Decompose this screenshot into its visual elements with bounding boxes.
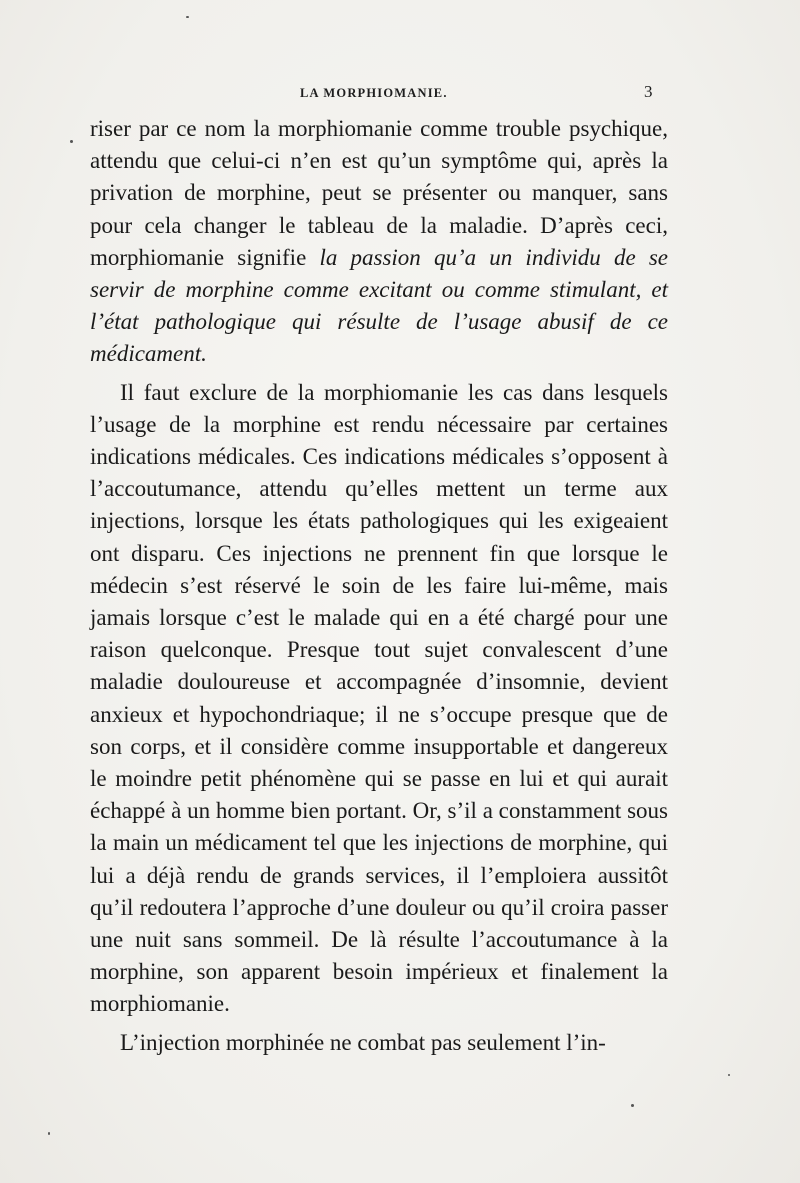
body-text bbox=[90, 113, 668, 1059]
page-number: 3 bbox=[644, 82, 653, 101]
running-title: LA MORPHIOMANIE. bbox=[300, 86, 448, 100]
ink-speck bbox=[728, 1074, 730, 1076]
definition-italic: la passion qu’a un individu de se servir de morphine comme excitant ou comme stimulant, et l’état pathologique qui résulte de l’usage abusif de ce médicament. bbox=[90, 244, 668, 367]
page-header bbox=[0, 82, 800, 106]
ink-speck bbox=[70, 140, 73, 143]
ink-speck bbox=[631, 1104, 634, 1107]
paragraph-exclusion: Il faut exclure de la morphiomanie les cas dans lesquels l’usage de la morphine est rendu nécessaire par certaines indications médicales. Ces indications médicales s’opposent à l’accoutumance, attendu qu’elles mettent un terme aux injections, lorsque les états pathologiques qui les exigeaient ont disparu. Ces injections ne prennent fin que lorsque le médecin s’est réservé le soin de les faire lui-même, mais jamais lorsque c’est le malade qui en a été chargé pour une raison quelconque. Presque tout sujet convalescent d’une maladie douloureuse et accompagnée d’insomnie, devient anxieux et hypochondriaque; il ne s’occupe presque que de son corps, et il considère comme insupportable et dangereux le moindre petit phénomène qui se passe en lui et qui aurait échappé à un homme bien portant. Or, s’il a constamment sous la main un médicament tel que les injections de morphine, qui lui a déjà rendu de grands services, il l’emploiera aussitôt qu’il redoutera l’approche d’une douleur ou qu’il croira passer une nuit sans sommeil. De là résulte l’accoutumance à la morphine, son apparent besoin impérieux et finalement la morphiomanie. bbox=[90, 379, 668, 1017]
ink-speck bbox=[186, 16, 189, 18]
paragraph-injection: L’injection morphinée ne combat pas seulement l’in- bbox=[120, 1029, 606, 1055]
ink-speck bbox=[48, 1132, 50, 1135]
paragraph-text: riser par ce nom la morphiomanie comme trouble psychique, attendu que celui-ci n’en est qu’un symptôme qui, après la privation de morphine, peut se présenter ou manquer, sans pour cela changer le tableau de la maladie. D’après ceci, morphiomanie signifie bbox=[90, 116, 668, 270]
paragraph-continuation bbox=[90, 113, 668, 371]
